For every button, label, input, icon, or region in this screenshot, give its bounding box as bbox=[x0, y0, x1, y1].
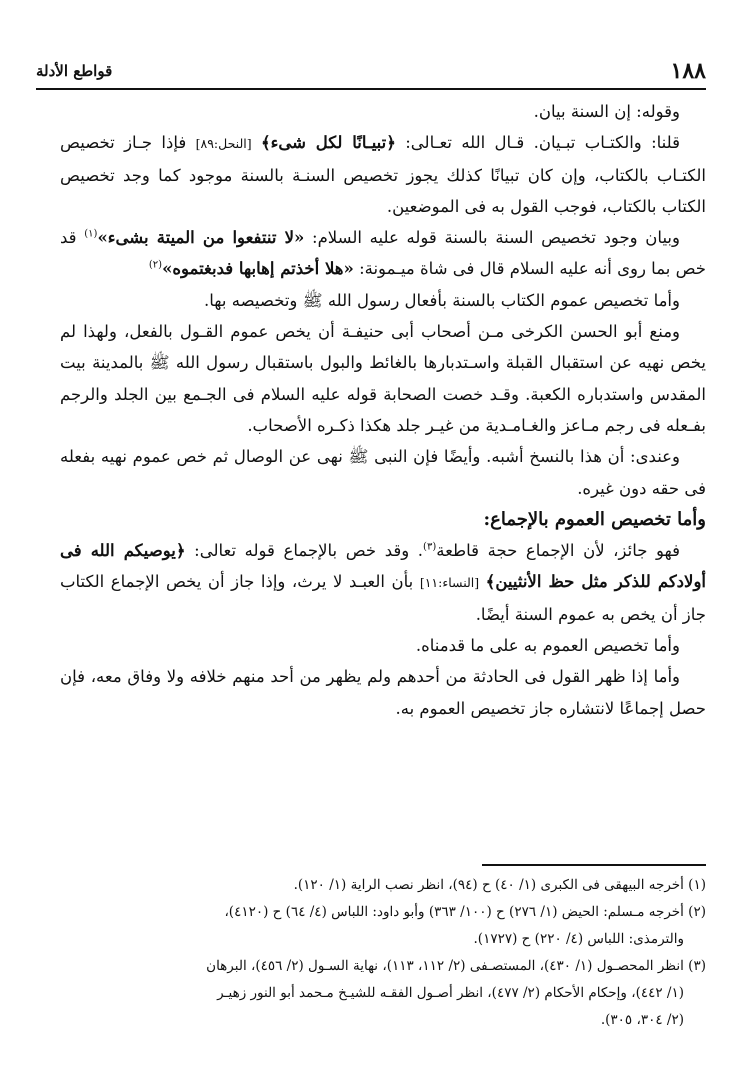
footnote-3-continued: (٢/ ٣٠٤، ٣٠٥). bbox=[600, 1012, 684, 1028]
paragraph-text: ومنع أبو الحسن الكرخى مـن أصحاب أبى حنيفـة أن يخص عموم القـول بالفعل، ولهذا لم يخص نهيه عن استقبال القبلة واسـتدبارها بالغائط والبول باستقبال رسول الله ﷺ بالمدينة بيت المقدس واستدباره الكعبة. وقـد خصت الصحابة قوله عليه السلام فى الجـمع بين الجلد والرجم بفـعله فى رجم مـاعز والغـامـدية من غيـر جلد هكذا ذكـره الأصحاب. bbox=[60, 322, 706, 435]
footnotes bbox=[60, 872, 706, 1034]
paragraph-text: . وقد خص بالإجماع قوله تعالى: bbox=[194, 541, 424, 561]
paragraph-text: فهو جائز، لأن الإجماع حجة قاطعة bbox=[436, 541, 681, 561]
paragraph bbox=[60, 535, 706, 630]
paragraph-text: وأما إذا ظهر القول فى الحادثة من أحدهم ولم يظهر من أحد منهم خلافه ولا وفاق معه، فإن حصل إجماعًا لانتشاره جاز تخصيص العموم به. bbox=[60, 667, 706, 718]
paragraph bbox=[60, 222, 706, 285]
paragraph-text: وأما تخصيص العموم به على ما قدمناه. bbox=[415, 636, 680, 656]
page-header bbox=[36, 58, 706, 90]
hadith-quote: «هلا أخذتم إهابها فدبغتموه» bbox=[162, 259, 354, 279]
footnote-3-continued: (١/ ٤٤٢)، وإحكام الأحكام (٢/ ٤٧٧)، انظر أصـول الفقـه للشيـخ مـحمد أبو النور زهيـر bbox=[217, 985, 684, 1001]
paragraph bbox=[60, 316, 706, 441]
main-text bbox=[60, 96, 706, 724]
verse-reference: [النساء:١١] bbox=[419, 575, 480, 591]
section-heading: وأما تخصيص العموم بالإجماع: bbox=[483, 508, 706, 530]
footnote-3: (٣) انظر المحصـول (١/ ٤٣٠)، المستصـفى (٢/ ١١٢، ١١٣)، نهاية السـول (٢/ ٤٥٦)، البرهان bbox=[206, 958, 706, 974]
page-number: ١٨٨ bbox=[670, 58, 706, 84]
footnote-1: (١) أخرجه البيهقى فى الكبرى (١/ ٤٠) ح (٩٤)، انظر نصب الراية (١/ ١٢٠). bbox=[293, 877, 706, 893]
footnote-marker: (٢) bbox=[148, 259, 163, 271]
hadith-quote: «لا تنتفعوا من الميتة بشىء» bbox=[97, 228, 305, 248]
paragraph bbox=[60, 441, 706, 504]
paragraph bbox=[60, 127, 706, 222]
footnote-divider bbox=[482, 864, 706, 866]
paragraph bbox=[60, 285, 706, 316]
running-title: قواطع الأدلة bbox=[36, 62, 113, 80]
paragraph-text: وبيان وجود تخصيص السنة بالسنة قوله عليه السلام: bbox=[312, 228, 680, 248]
paragraph-text: فإذا جـاز تخصيص الكتـاب بالكتاب، وإن كان تبيانًا كذلك يجوز تخصيص السنـة بالسنة موجود كما وجد تخصيص الكتاب بالكتاب، فوجب القول به فى الموضعين. bbox=[60, 133, 706, 216]
verse-reference: [النحل:٨٩] bbox=[195, 136, 252, 152]
paragraph bbox=[60, 661, 706, 724]
paragraph-text: قد خص بما روى أنه عليه السلام قال فى شاة ميـمونة: bbox=[60, 228, 706, 279]
paragraph-text: وعندى: أن هذا بالنسخ أشبه. وأيضًا فإن النبى ﷺ نهى عن الوصال ثم خص عموم نهيه بفعله فى حقه دون غيره. bbox=[60, 447, 706, 498]
paragraph-text: بأن العبـد لا يرث، وإذا جاز أن يخص الإجماع الكتاب جاز أن يخص به عموم السنة أيضًا. bbox=[60, 572, 706, 624]
footnote-2-continued: والترمذى: اللباس (٤/ ٢٢٠) ح (١٧٢٧). bbox=[473, 931, 684, 947]
quran-verse: ﴿تبيـانًا لكل شىء﴾ bbox=[260, 133, 396, 153]
quran-verse: ﴿يوصيكم الله فى أولادكم للذكر مثل حظ الأنثيين﴾ bbox=[60, 541, 706, 592]
footnote-marker: (١) bbox=[84, 228, 98, 240]
paragraph-text: وأما تخصيص عموم الكتاب بالسنة بأفعال رسول الله ﷺ وتخصيصه بها. bbox=[204, 290, 680, 310]
footnote-2: (٢) أخرجه مـسلم: الحيض (١/ ٢٧٦) ح (١٠٠/ ٣٦٣) وأبو داود: اللباس (٤/ ٦٤) ح (٤١٢٠)، bbox=[224, 904, 706, 920]
paragraph-text: وقوله: إن السنة بيان. bbox=[533, 102, 680, 121]
paragraph-text: قلنا: والكتـاب تبـيان. قـال الله تعـالى: bbox=[405, 133, 681, 153]
paragraph bbox=[60, 96, 706, 127]
footnote-marker: (٣) bbox=[423, 541, 437, 553]
paragraph bbox=[60, 630, 706, 661]
